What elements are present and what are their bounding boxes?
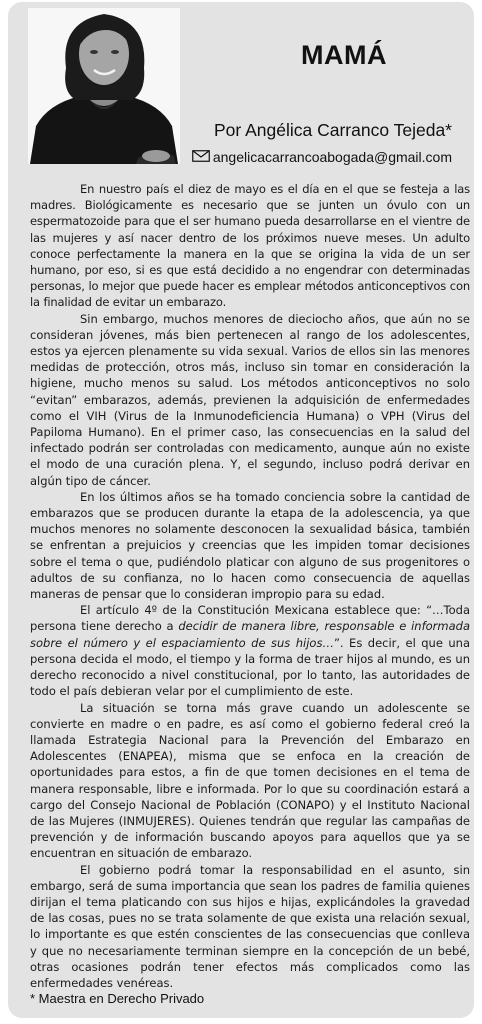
article-paragraph-4: El artículo 4º de la Constitución Mexicana establece que: “…Toda persona tiene derecho a decidir de manera libre, responsable e informada sobre el número y el espaciamiento de sus hijos…”. Es decir, el que una persona decida el modo, el tiempo y la forma de traer hijos al mundo, es un derecho reconocido a nivel constitucional, por lo tanto, las autoridades de todo el país debieran velar por el cumplimiento de este. (30, 603, 471, 699)
author-photo (28, 8, 180, 164)
article-card (8, 2, 474, 1018)
article-paragraph-2: Sin embargo, muchos menores de dieciocho años, que aún no se consideran jóvenes, más bien pertenecen al rango de los adolescentes, estos ya ejercen plenamente su vida sexual. Varios de ellos sin las menores medidas de protección, otros más, incluso sin tomar en consideración la higiene, mucho menos su salud. Los métodos anticonceptivos no solo “evitan” embarazos, además, previenen la adquisición de enfermedades como el VIH (Virus de la Inmunodeficiencia Humana) o VPH (Virus del Papiloma Humano). En el primer caso, las consecuencias en la salud del infectado podrán ser controladas con medicamento, aunque aún no existe el modo de una curación plena. Y, el segundo, incluso podrá derivar en algún tipo de cáncer. (30, 311, 470, 488)
author-email[interactable] (192, 149, 452, 165)
article-body (30, 181, 470, 991)
article-paragraph-1: En nuestro país el diez de mayo es el día en el que se festeja a las madres. Biológicamente es necesario que se junten un óvulo con un espermatozoide para que el ser humano pueda desarrollarse en el vientre de las mujeres y así nacer dentro de los próximos nueve meses. Un adulto conoce perfectamente la manera en la que se origina la vida de un ser humano, por eso, si es que está decidido a no engendrar con determinadas personas, lo mejor que puede hacer es emplear métodos anticonceptivos con la finalidad de evitar un embarazo. (30, 182, 470, 310)
author-footnote: * Maestra en Derecho Privado (30, 991, 205, 1006)
article-paragraph-5: La situación se torna más grave cuando un adolescente se convierte en madre o en padre, es así como el gobierno federal creó la llamada Estrategia Nacional para la Prevención del Embarazo en Adolescentes (ENAPEA), misma que se enfoca en la creación de oportunidades para estos, a fin de que tomen decisiones en el tema de manera responsable, libre e informada. Por lo que su coordinación estará a cargo del Consejo Nacional de Población (CONAPO) y el Instituto Nacional de las Mujeres (INMUJERES). Quienes tendrán que regular las campañas de prevención y de información buscando apoyos para aquellos que ya se encuentran en situación de embarazo. (30, 700, 470, 861)
article-title: MAMÁ (301, 40, 387, 70)
author-portrait-icon (28, 8, 180, 164)
envelope-icon (192, 149, 210, 165)
email-address[interactable]: angelicacarrancoabogada@gmail.com (212, 149, 452, 165)
author-byline: Por Angélica Carranco Tejeda* (213, 120, 452, 140)
article-paragraph-6: El gobierno podrá tomar la responsabilidad en el asunto, sin embargo, será de suma importancia que sean los padres de familia quienes dirijan el tema platicando con sus hijos e hijas, explicándoles la gravedad de las cosas, pues no se trata solamente de que exista una relación sexual, lo importante es que estén conscientes de las consecuencias que conlleva y que no necesariamente terminan siempre en la concepción de un bebé, otras ocasiones podrán tener efectos más complicados como las enfermedades venéreas. (30, 862, 470, 990)
constitution-quote: decidir de manera libre, responsable e informada sobre el número y el espaciamiento de sus hijos… (30, 619, 470, 650)
article-paragraph-3: En los últimos años se ha tomado conciencia sobre la cantidad de embarazos que se producen durante la etapa de la adolescencia, ya que muchos menores no solamente desconocen la sexualidad básica, también se enfrentan a prejuicios y creencias que les impiden tomar decisiones sobre el tema o que, pudiéndolo platicar con alguno de sus progenitores o adultos de su confianza, no lo hacen como consecuencia de aquellas maneras de pensar que lo consideran impropio para su edad. (30, 489, 470, 602)
